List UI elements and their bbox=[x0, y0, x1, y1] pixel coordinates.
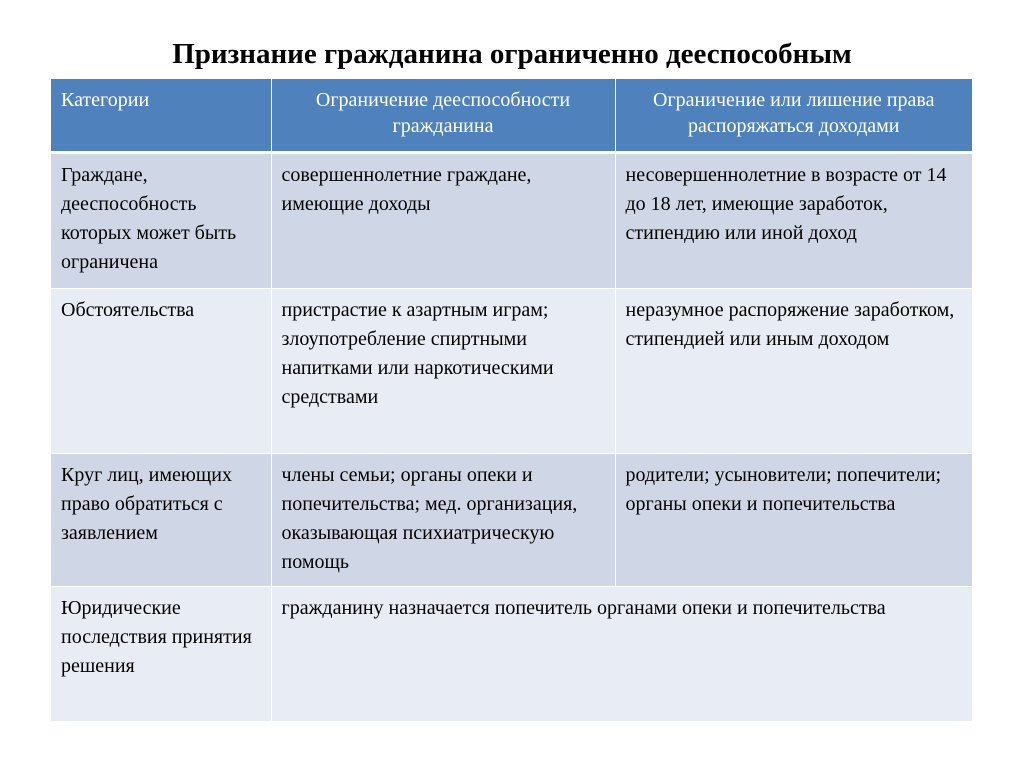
income-cell: несовершеннолетние в возрасте от 14 до 18 лет, имеющие заработок, стипендию или иной доход bbox=[615, 153, 972, 289]
capacity-line: пристрастие к азартным играм; bbox=[281, 299, 549, 321]
slide-title: Признание гражданина ограниченно дееспособным bbox=[172, 38, 852, 70]
merged-consequence-cell: гражданину назначается попечитель органами опеки и попечительства bbox=[271, 587, 972, 722]
header-capacity-restriction: Ограничение дееспособности гражданина bbox=[271, 79, 615, 153]
capacity-cell bbox=[271, 289, 615, 454]
income-cell: неразумное распоряжение заработком, стипендией или иным доходом bbox=[615, 289, 972, 454]
row-category-cell: Круг лиц, имеющих право обратиться с заявлением bbox=[51, 454, 271, 587]
table-header-row bbox=[51, 79, 972, 153]
comparison-table bbox=[51, 79, 972, 722]
row-category-cell: Граждане, дееспособность которых может быть ограничена bbox=[51, 153, 271, 289]
row-category-cell: Юридические последствия принятия решения bbox=[51, 587, 271, 722]
header-categories: Категории bbox=[51, 79, 271, 153]
table-row bbox=[51, 454, 972, 587]
row-category-cell: Обстоятельства bbox=[51, 289, 271, 454]
table-row bbox=[51, 587, 972, 722]
capacity-cell: совершеннолетние граждане, имеющие доходы bbox=[271, 153, 615, 289]
header-income-restriction: Ограничение или лишение права распоряжаться доходами bbox=[615, 79, 972, 153]
capacity-line: злоупотребление спиртными напитками или наркотическими средствами bbox=[281, 328, 554, 408]
income-cell: родители; усыновители; попечители; органы опеки и попечительства bbox=[615, 454, 972, 587]
table-row bbox=[51, 289, 972, 454]
capacity-cell: члены семьи; органы опеки и попечительства; мед. организация, оказывающая психиатрическую помощь bbox=[271, 454, 615, 587]
table-row bbox=[51, 153, 972, 289]
